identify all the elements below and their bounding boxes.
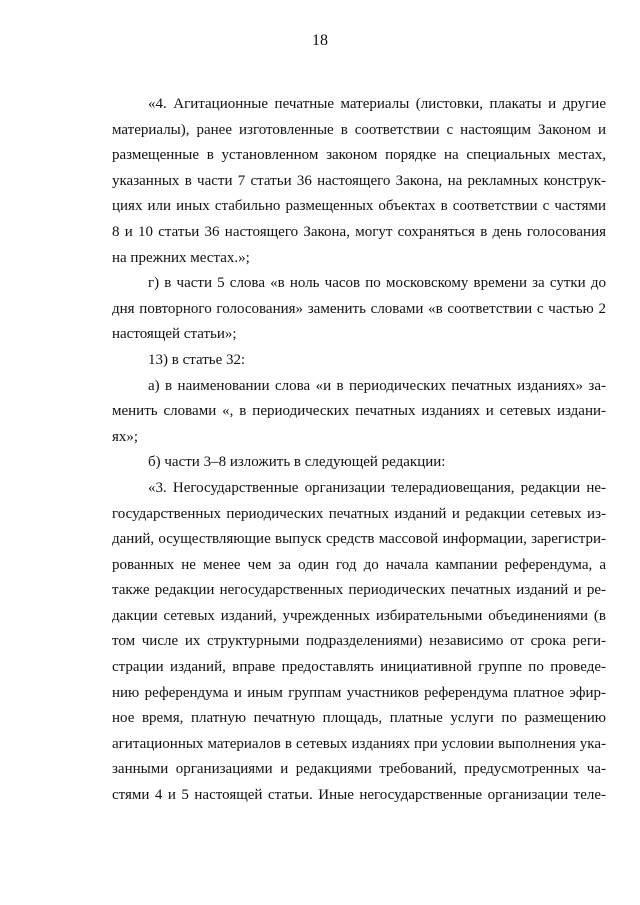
text-line: дакции сетевых изданий, учрежденных избирательными объединениями (в (112, 607, 606, 624)
text-line: циях или иных стабильно размещенных объектах в соответствии с частями (112, 198, 606, 215)
text-line: б) части 3–8 изложить в следующей редакции: (148, 454, 446, 471)
text-line: государственных периодических печатных изданий и редакции сетевых из- (112, 505, 606, 522)
text-line: том числе их структурными подразделениями) независимо от срока реги- (112, 633, 606, 650)
text-line: занными организациями и редакциями требований, предусмотренных ча- (112, 761, 606, 778)
page-number: 18 (312, 32, 328, 49)
text-line: также редакции негосударственных периодических печатных изданий и ре- (112, 582, 606, 599)
text-line: дня повторного голосования» заменить словами «в соответствии с частью 2 (112, 300, 606, 317)
text-line: ное время, платную печатную площадь, платные услуги по размещению (112, 710, 606, 727)
text-line: 8 и 10 статьи 36 настоящего Закона, могут сохраняться в день голосования (112, 223, 606, 240)
text-line: на прежних местах.»; (112, 249, 250, 266)
text-line: агитационных материалов в сетевых изданиях при условии выполнения ука- (112, 735, 606, 752)
text-line: 13) в статье 32: (148, 351, 246, 368)
paragraph-3 (112, 348, 606, 374)
text-line: ях»; (112, 428, 139, 445)
text-line: указанных в части 7 статьи 36 настоящего Закона, на рекламных конструк- (112, 172, 606, 189)
text-line: а) в наименовании слова «и в периодических печатных изданиях» за- (148, 377, 606, 394)
text-line: страции изданий, вправе предоставлять инициативной группе по проведе- (112, 659, 606, 676)
text-line: настоящей статьи»; (112, 326, 237, 343)
text-line: г) в части 5 слова «в ноль часов по московскому времени за сутки до (148, 275, 606, 292)
paragraph-5 (112, 450, 606, 476)
text-line: нию референдума и иным группам участников референдума платное эфир- (112, 684, 606, 701)
paragraph-4 (112, 374, 606, 451)
text-line: стями 4 и 5 настоящей статьи. Иные негосударственные организации теле- (112, 787, 606, 804)
text-line: «3. Негосударственные организации телерадиовещания, редакции не- (148, 479, 606, 496)
document-body (112, 92, 606, 809)
text-line: даний, осуществляющие выпуск средств массовой информации, зарегистри- (112, 531, 606, 548)
text-line: рованных не менее чем за один год до начала кампании референдума, а (112, 556, 606, 573)
paragraph-2 (112, 271, 606, 348)
text-line: менить словами «, в периодических печатных изданиях и сетевых издани- (112, 403, 606, 420)
paragraph-1 (112, 92, 606, 271)
text-line: материалы), ранее изготовленные в соответствии с настоящим Законом и (112, 121, 606, 138)
paragraph-6 (112, 476, 606, 809)
text-line: «4. Агитационные печатные материалы (листовки, плакаты и другие (148, 96, 606, 112)
text-line: размещенные в установленном законом порядке на специальных местах, (112, 147, 606, 164)
